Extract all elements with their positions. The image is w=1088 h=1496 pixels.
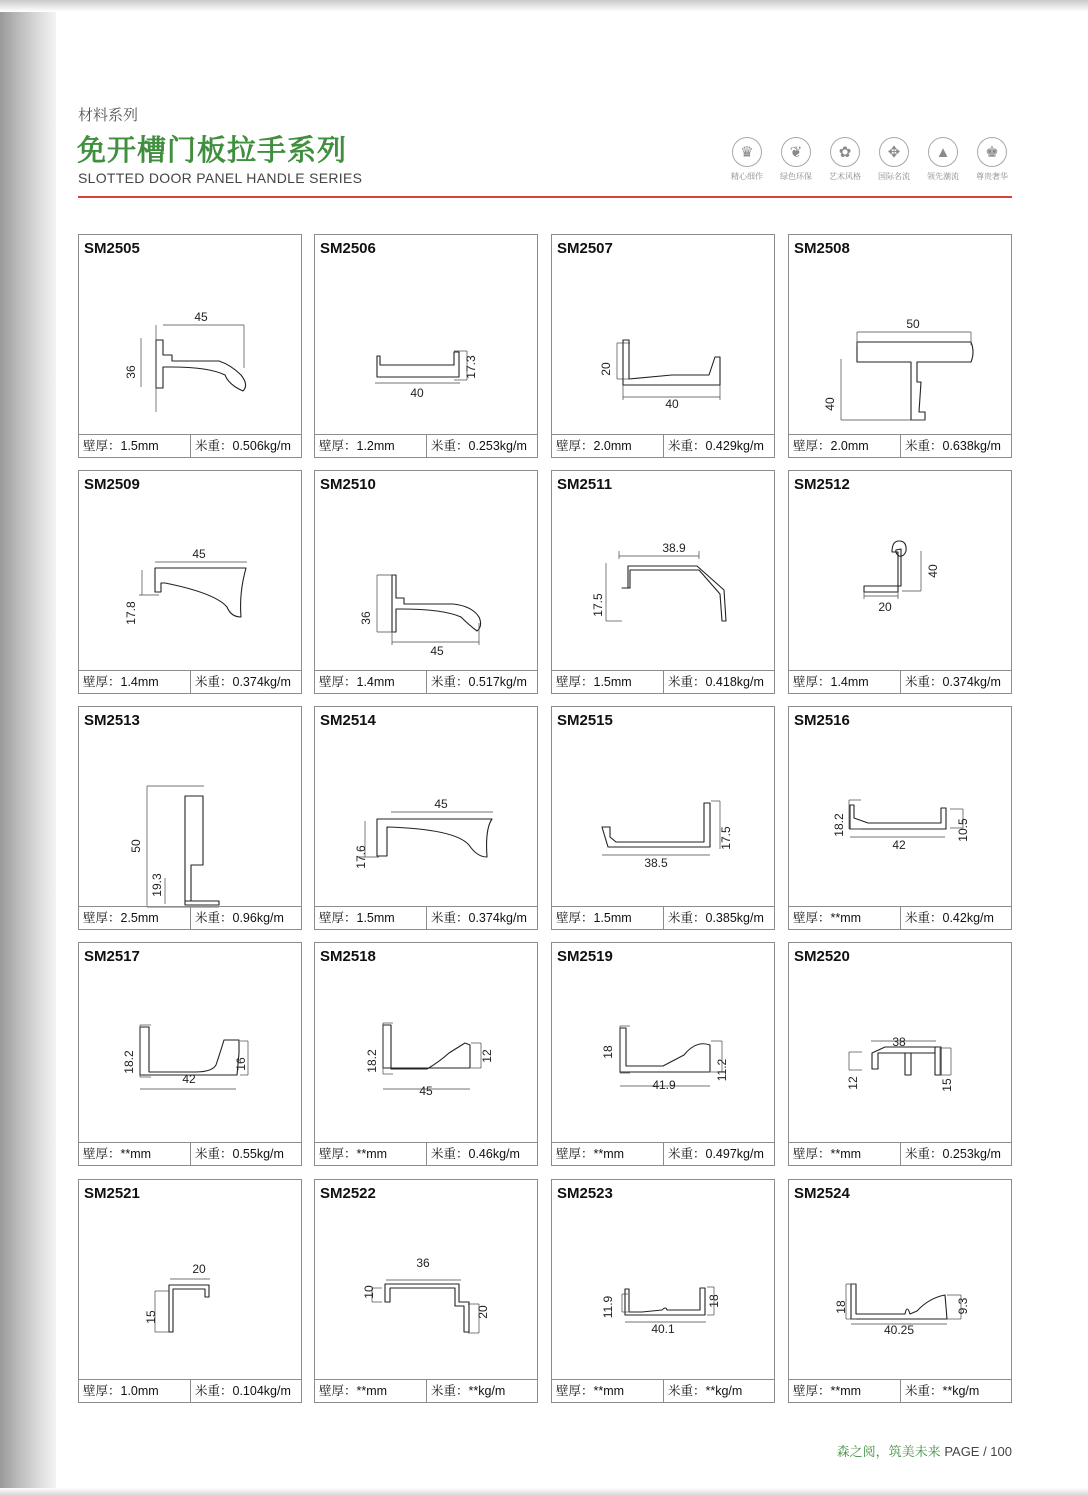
- profile-outline: [383, 1025, 470, 1069]
- product-card: [78, 470, 302, 694]
- product-card: [78, 1179, 302, 1403]
- profile-outline: [620, 1028, 710, 1072]
- badge-label: 国际名流: [878, 172, 910, 181]
- profile-drawing: [79, 1202, 301, 1382]
- spec-row: [79, 670, 301, 693]
- spec-row: [79, 1379, 301, 1402]
- dimension-label: 40: [665, 397, 679, 411]
- page-title: 免开槽门板拉手系列: [77, 135, 348, 167]
- page-footer: [837, 1441, 1012, 1460]
- dimension-label: 18: [707, 1294, 721, 1308]
- dimension-label: 45: [194, 310, 208, 324]
- weight-per-meter: 米重：0.517kg/m: [431, 675, 527, 689]
- page-number: PAGE / 100: [944, 1444, 1012, 1459]
- trophy-icon: ♛: [732, 137, 762, 167]
- globe-icon: ✥: [879, 137, 909, 167]
- dimension-label: 20: [476, 1305, 490, 1319]
- header-divider: [78, 196, 1012, 198]
- weight-per-meter: 米重：0.96kg/m: [195, 911, 284, 925]
- leaf-tree-icon: ❦: [781, 137, 811, 167]
- weight-per-meter: 米重：**kg/m: [905, 1384, 980, 1398]
- weight-per-meter: 米重：0.374kg/m: [431, 911, 527, 925]
- badge-label: 精心细作: [731, 172, 763, 181]
- badge-sprout: [820, 137, 870, 182]
- badge-label: 艺术风格: [829, 172, 861, 181]
- dimension-label: 9.3: [956, 1297, 970, 1315]
- profile-outline: [392, 575, 481, 632]
- weight-per-meter: 米重：0.638kg/m: [905, 439, 1001, 453]
- wall-thickness: 壁厚：1.5mm: [79, 435, 191, 457]
- product-card: [788, 1179, 1012, 1403]
- spec-row: [315, 670, 537, 693]
- profile-outline: [623, 340, 720, 385]
- product-code: SM2513: [84, 712, 140, 729]
- dimension-label: 18.2: [365, 1049, 379, 1073]
- product-card: [788, 706, 1012, 930]
- wall-thickness: 壁厚：2.5mm: [79, 907, 191, 929]
- product-card: [314, 470, 538, 694]
- product-code: SM2514: [320, 712, 376, 729]
- product-card: [78, 942, 302, 1166]
- badge-trophy: [722, 137, 772, 182]
- spec-row: [315, 434, 537, 457]
- dimension-label: 17.8: [124, 601, 138, 625]
- dimension-label: 36: [359, 611, 373, 625]
- profile-outline: [140, 1027, 239, 1075]
- dimension-label: 45: [434, 797, 448, 811]
- dimension-label: 38.5: [644, 856, 668, 870]
- bottom-shadow: [0, 1488, 1088, 1496]
- product-code: SM2509: [84, 476, 140, 493]
- profile-outline: [857, 342, 973, 420]
- spec-row: [315, 1142, 537, 1165]
- dimension-label: 10.5: [956, 818, 970, 842]
- dimension-label: 45: [419, 1084, 433, 1098]
- dimension-label: 18.2: [832, 813, 846, 837]
- wall-thickness: 壁厚：1.4mm: [79, 671, 191, 693]
- wall-thickness: 壁厚：1.4mm: [789, 671, 901, 693]
- wall-thickness: 壁厚：1.5mm: [552, 907, 664, 929]
- dimension-label: 45: [430, 644, 444, 658]
- product-card: [551, 234, 775, 458]
- dimension-label: 11.9: [601, 1295, 615, 1319]
- weight-per-meter: 米重：0.55kg/m: [195, 1147, 284, 1161]
- wall-thickness: 壁厚：2.0mm: [552, 435, 664, 457]
- sprout-icon: ✿: [830, 137, 860, 167]
- product-code: SM2519: [557, 948, 613, 965]
- dimension-label: 45: [192, 547, 206, 561]
- dimension-label: 41.9: [652, 1078, 676, 1092]
- dimension-label: 42: [892, 838, 906, 852]
- weight-per-meter: 米重：0.385kg/m: [668, 911, 764, 925]
- dimension-label: 50: [129, 839, 143, 853]
- footer-slogan: 森之阅，筑美未来: [836, 1444, 941, 1459]
- wall-thickness: 壁厚：**mm: [789, 1143, 901, 1165]
- crown-icon: ♚: [977, 137, 1007, 167]
- profile-drawing: [789, 965, 1011, 1145]
- wall-thickness: 壁厚：2.0mm: [789, 435, 901, 457]
- profile-drawing: [789, 493, 1011, 673]
- wall-thickness: 壁厚：**mm: [789, 1380, 901, 1402]
- product-card: [314, 234, 538, 458]
- product-code: SM2511: [557, 476, 613, 493]
- weight-per-meter: 米重：0.418kg/m: [668, 675, 764, 689]
- product-card: [78, 706, 302, 930]
- profile-drawing: [315, 493, 537, 673]
- weight-per-meter: 米重：0.429kg/m: [668, 439, 764, 453]
- profile-drawing: [789, 1202, 1011, 1382]
- product-code: SM2516: [794, 712, 850, 729]
- product-code: SM2523: [557, 1185, 613, 1202]
- product-code: SM2505: [84, 240, 140, 257]
- dimension-label: 15: [144, 1310, 158, 1324]
- profile-outline: [156, 340, 246, 391]
- wall-thickness: 壁厚：1.4mm: [315, 671, 427, 693]
- wall-thickness: 壁厚：**mm: [552, 1143, 664, 1165]
- profile-drawing: [315, 257, 537, 437]
- product-card: [551, 942, 775, 1166]
- mountain-icon: ▲: [928, 137, 958, 167]
- wall-thickness: 壁厚：1.5mm: [315, 907, 427, 929]
- profile-drawing: [315, 965, 537, 1145]
- spec-row: [315, 1379, 537, 1402]
- dimension-label: 20: [878, 600, 892, 614]
- spec-row: [79, 434, 301, 457]
- product-code: SM2508: [794, 240, 850, 257]
- profile-drawing: [552, 257, 774, 437]
- dimension-label: 18.2: [122, 1050, 136, 1074]
- wall-thickness: 壁厚：1.2mm: [315, 435, 427, 457]
- page-subtitle: SLOTTED DOOR PANEL HANDLE SERIES: [78, 170, 363, 186]
- product-code: SM2506: [320, 240, 376, 257]
- spec-row: [79, 1142, 301, 1165]
- dimension-label: 17.5: [719, 826, 733, 850]
- spec-row: [552, 1142, 774, 1165]
- product-card: [314, 1179, 538, 1403]
- dimension-label: 12: [480, 1049, 494, 1063]
- wall-thickness: 壁厚：**mm: [315, 1143, 427, 1165]
- dimension-label: 36: [124, 365, 138, 379]
- dimension-label: 40.1: [651, 1322, 675, 1336]
- top-shadow: [0, 0, 1088, 12]
- wall-thickness: 壁厚：**mm: [79, 1143, 191, 1165]
- dimension-label: 38: [892, 1035, 906, 1049]
- spec-row: [315, 906, 537, 929]
- spec-row: [552, 434, 774, 457]
- badge-mountain: [918, 137, 968, 182]
- profile-outline: [851, 1284, 947, 1319]
- spec-row: [552, 670, 774, 693]
- dimension-label: 16: [234, 1057, 248, 1071]
- profile-outline: [864, 541, 906, 592]
- profile-drawing: [79, 493, 301, 673]
- product-code: SM2518: [320, 948, 376, 965]
- weight-per-meter: 米重：**kg/m: [668, 1384, 743, 1398]
- dimension-label: 38.9: [662, 541, 686, 555]
- dimension-label: 40: [823, 397, 837, 411]
- profile-drawing: [552, 965, 774, 1145]
- wall-thickness: 壁厚：**mm: [789, 907, 901, 929]
- spec-row: [552, 1379, 774, 1402]
- profile-outline: [377, 819, 492, 857]
- product-code: SM2520: [794, 948, 850, 965]
- profile-outline: [872, 1047, 941, 1075]
- product-card: [314, 706, 538, 930]
- dimension-label: 17.6: [354, 845, 368, 869]
- product-code: SM2522: [320, 1185, 376, 1202]
- dimension-label: 11.2: [715, 1058, 729, 1082]
- spec-row: [789, 670, 1011, 693]
- product-card: [551, 1179, 775, 1403]
- product-code: SM2507: [557, 240, 613, 257]
- dimension-label: 40.25: [883, 1323, 915, 1337]
- dimension-label: 50: [906, 317, 920, 331]
- dimension-label: 40: [410, 386, 424, 400]
- weight-per-meter: 米重：**kg/m: [431, 1384, 506, 1398]
- profile-outline: [155, 568, 246, 617]
- product-code: SM2515: [557, 712, 613, 729]
- badge-label: 绿色环保: [780, 172, 812, 181]
- spec-row: [789, 1379, 1011, 1402]
- profile-outline: [622, 566, 726, 621]
- dimension-label: 19.3: [150, 873, 164, 897]
- dimension-label: 17.5: [591, 593, 605, 617]
- profile-outline: [602, 803, 710, 847]
- series-label: 材料系列: [78, 107, 139, 124]
- product-card: [788, 942, 1012, 1166]
- profile-drawing: [789, 257, 1011, 437]
- product-code: SM2510: [320, 476, 376, 493]
- profile-drawing: [315, 729, 537, 909]
- product-code: SM2521: [84, 1185, 140, 1202]
- product-code: SM2517: [84, 948, 140, 965]
- dimension-label: 20: [599, 362, 613, 376]
- product-card: [551, 470, 775, 694]
- spec-row: [789, 906, 1011, 929]
- badge-crown: [967, 137, 1017, 182]
- badge-leaf: [771, 137, 821, 182]
- weight-per-meter: 米重：0.497kg/m: [668, 1147, 764, 1161]
- profile-drawing: [79, 729, 301, 909]
- weight-per-meter: 米重：0.253kg/m: [905, 1147, 1001, 1161]
- binding-shadow: [0, 0, 56, 1496]
- product-code: SM2512: [794, 476, 850, 493]
- dimension-label: 10: [362, 1285, 376, 1299]
- badge-globe: [869, 137, 919, 182]
- spec-row: [789, 1142, 1011, 1165]
- profile-drawing: [315, 1202, 537, 1382]
- product-card: [788, 470, 1012, 694]
- weight-per-meter: 米重：0.42kg/m: [905, 911, 994, 925]
- dimension-label: 42: [182, 1072, 196, 1086]
- badge-label: 领先潮流: [927, 172, 959, 181]
- product-code: SM2524: [794, 1185, 850, 1202]
- spec-row: [552, 906, 774, 929]
- weight-per-meter: 米重：0.253kg/m: [431, 439, 527, 453]
- profile-drawing: [552, 729, 774, 909]
- weight-per-meter: 米重：0.374kg/m: [195, 675, 291, 689]
- profile-drawing: [552, 1202, 774, 1382]
- profile-outline: [850, 805, 946, 829]
- spec-row: [789, 434, 1011, 457]
- profile-drawing: [79, 257, 301, 437]
- dimension-label: 36: [416, 1256, 430, 1270]
- profile-drawing: [552, 493, 774, 673]
- feature-badges: [722, 137, 1018, 187]
- dimension-label: 12: [846, 1076, 860, 1090]
- product-card: [788, 234, 1012, 458]
- weight-per-meter: 米重：0.374kg/m: [905, 675, 1001, 689]
- weight-per-meter: 米重：0.506kg/m: [195, 439, 291, 453]
- dimension-label: 20: [192, 1262, 206, 1276]
- spec-row: [79, 906, 301, 929]
- dimension-label: 15: [940, 1078, 954, 1092]
- weight-per-meter: 米重：0.46kg/m: [431, 1147, 520, 1161]
- profile-outline: [625, 1288, 705, 1315]
- profile-drawing: [789, 729, 1011, 909]
- product-card: [78, 234, 302, 458]
- weight-per-meter: 米重：0.104kg/m: [195, 1384, 291, 1398]
- badge-label: 尊贵奢华: [976, 172, 1008, 181]
- profile-outline: [169, 1285, 209, 1332]
- wall-thickness: 壁厚：1.0mm: [79, 1380, 191, 1402]
- wall-thickness: 壁厚：1.5mm: [552, 671, 664, 693]
- product-card: [314, 942, 538, 1166]
- dimension-label: 18: [834, 1300, 848, 1314]
- dimension-label: 17.3: [464, 355, 478, 379]
- dimension-label: 18: [601, 1045, 615, 1059]
- profile-outline: [185, 796, 219, 905]
- profile-drawing: [79, 965, 301, 1145]
- dimension-label: 40: [926, 564, 940, 578]
- product-card: [551, 706, 775, 930]
- wall-thickness: 壁厚：**mm: [315, 1380, 427, 1402]
- profile-outline: [385, 1284, 469, 1332]
- wall-thickness: 壁厚：**mm: [552, 1380, 664, 1402]
- profile-outline: [377, 352, 459, 377]
